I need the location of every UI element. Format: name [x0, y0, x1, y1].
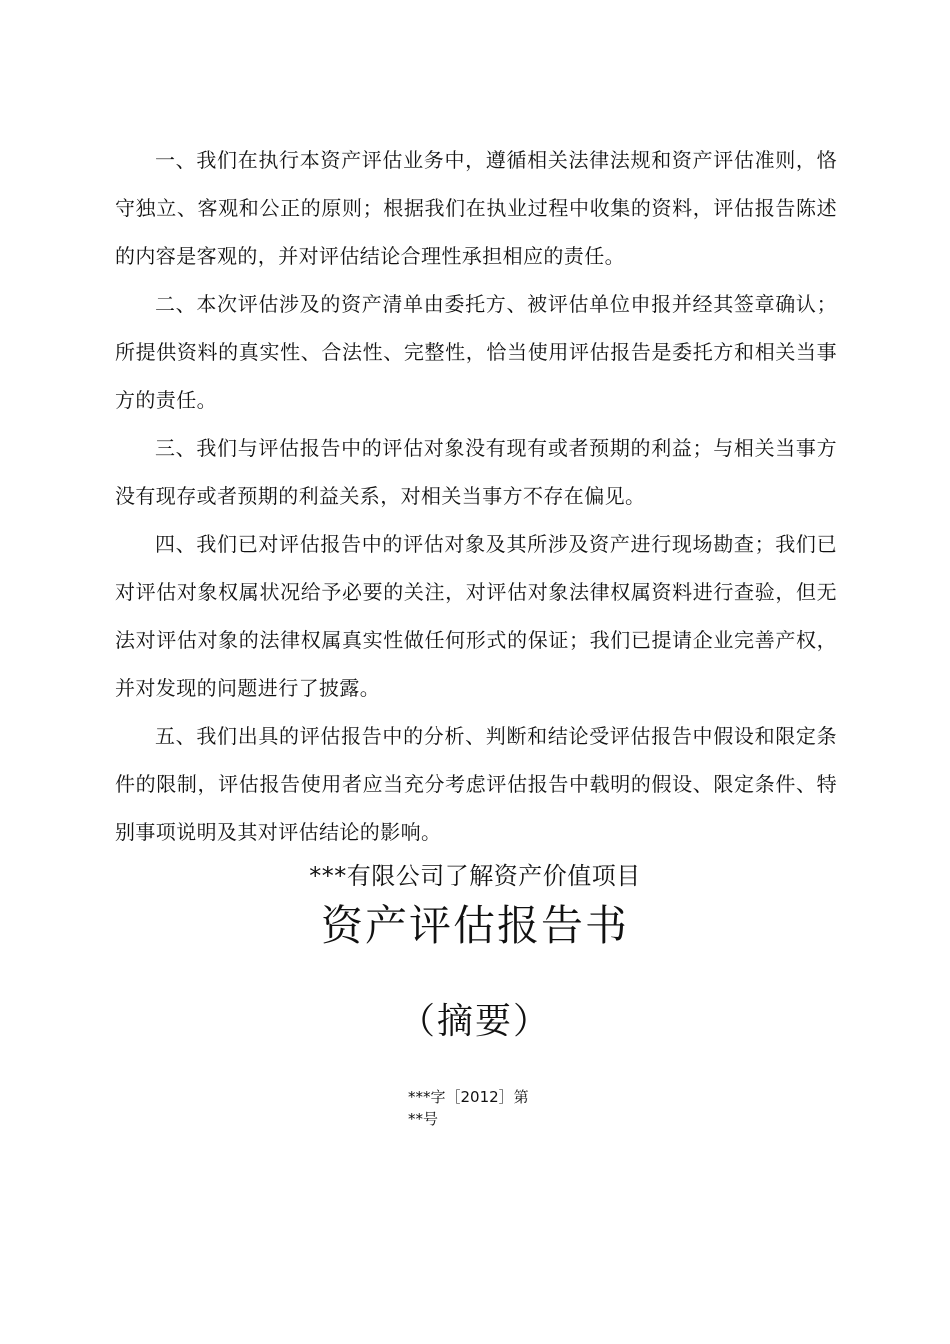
statement-paragraph-4: 四、我们已对评估报告中的评估对象及其所涉及资产进行现场勘查；我们已对评估对象权属状况给予必要的关注，对评估对象法律权属资料进行查验，但无法对评估对象的法律权属真实性做任何形式的保证；我们已提请企业完善产权，并对发现的问题进行了披露。: [115, 532, 837, 700]
statement-paragraph-3: 三、我们与评估报告中的评估对象没有现有或者预期的利益；与相关当事方没有现存或者预期的利益关系，对相关当事方不存在偏见。: [115, 436, 837, 508]
statement-paragraph-2: 二、本次评估涉及的资产清单由委托方、被评估单位申报并经其签章确认；所提供资料的真实性、合法性、完整性，恰当使用评估报告是委托方和相关当事方的责任。: [115, 292, 837, 412]
project-subtitle: ***有限公司了解资产价值项目: [309, 862, 641, 890]
statement-paragraph-1: 一、我们在执行本资产评估业务中，遵循相关法律法规和资产评估准则，恪守独立、客观和公正的原则；根据我们在执业过程中收集的资料，评估报告陈述的内容是客观的，并对评估结论合理性承担相应的责任。: [115, 148, 837, 268]
statement-list: [115, 136, 837, 856]
report-title: 资产评估报告书: [320, 901, 629, 950]
document-number-line-1: ***字［2012］第: [408, 1088, 529, 1106]
document-number-line-2: **号: [408, 1110, 439, 1128]
document-number: [408, 1086, 568, 1130]
abstract-label: （摘要）: [398, 1001, 551, 1042]
statement-paragraph-5: 五、我们出具的评估报告中的分析、判断和结论受评估报告中假设和限定条件的限制，评估报告使用者应当充分考虑评估报告中载明的假设、限定条件、特别事项说明及其对评估结论的影响。: [115, 724, 837, 844]
